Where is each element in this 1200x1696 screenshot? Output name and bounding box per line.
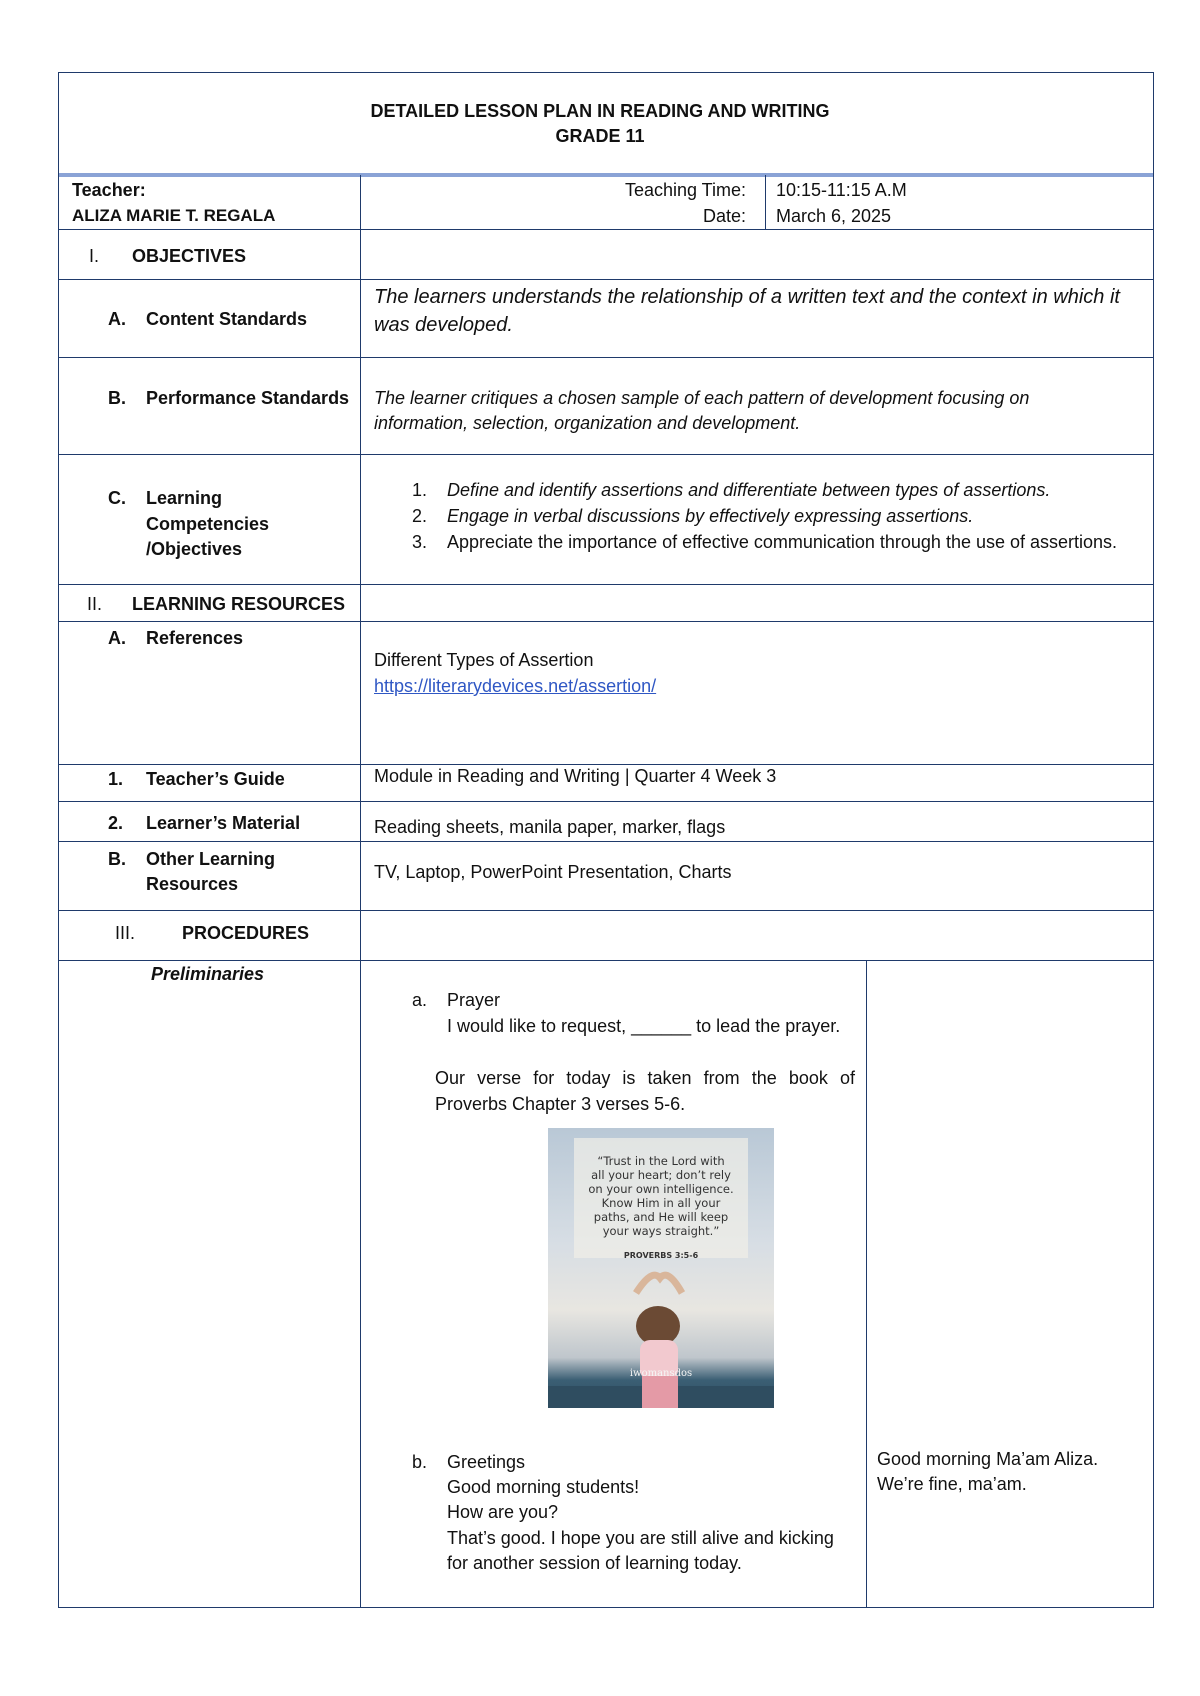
item-letter: B. — [108, 849, 126, 869]
student-response-line: Good morning Ma’am Aliza. — [877, 1449, 1099, 1469]
learners-material-value: Reading sheets, manila paper, marker, flags — [374, 817, 726, 837]
teacher-label: Teacher: — [72, 180, 146, 200]
greetings-line: for another session of learning today. — [447, 1553, 742, 1573]
image-watermark: iwomansdos — [629, 1368, 693, 1379]
procedures-heading: PROCEDURES — [182, 923, 310, 943]
row-divider — [59, 801, 1153, 802]
header-divider — [59, 173, 1153, 177]
row-divider — [59, 960, 1153, 961]
objective-number: 1. — [412, 480, 428, 500]
competencies-label-line: Competencies — [146, 514, 270, 534]
other-resources-value: TV, Laptop, PowerPoint Presentation, Charts — [374, 862, 732, 882]
step-letter: b. — [412, 1452, 428, 1472]
section-number: III. — [115, 923, 136, 943]
content-standards-label: Content Standards — [146, 309, 308, 329]
date-label: Date: — [702, 206, 746, 226]
performance-standards-label: Performance Standards — [146, 388, 350, 408]
document-title: DETAILED LESSON PLAN IN READING AND WRITING — [370, 101, 830, 121]
verse-quote-panel — [574, 1138, 748, 1258]
objective-item: Engage in verbal discussions by effectively expressing assertions. — [447, 506, 974, 526]
section-number: I. — [89, 246, 100, 266]
verse-intro-line: Proverbs Chapter 3 verses 5-6. — [435, 1094, 686, 1114]
prayer-instruction: I would like to request, ______ to lead the prayer. — [447, 1016, 841, 1036]
teachers-guide-value: Module in Reading and Writing | Quarter 4 Week 3 — [374, 766, 777, 786]
objective-number: 2. — [412, 506, 428, 526]
learners-material-label: Learner’s Material — [146, 813, 301, 833]
section-number: II. — [87, 594, 103, 614]
item-number: 1. — [108, 769, 124, 789]
step-letter: a. — [412, 990, 428, 1010]
item-letter: A. — [108, 309, 126, 329]
teachers-guide-label: Teacher’s Guide — [146, 769, 285, 789]
reference-link[interactable]: https://literarydevices.net/assertion/ — [374, 676, 657, 696]
objective-item: Appreciate the importance of effective communication through the use of assertions. — [447, 532, 1118, 552]
learning-resources-heading: LEARNING RESOURCES — [132, 594, 346, 614]
verse-image — [548, 1128, 774, 1408]
objective-item: Define and identify assertions and differentiate between types of assertions. — [447, 480, 1051, 500]
grade-level: GRADE 11 — [555, 126, 645, 146]
objectives-heading: OBJECTIVES — [132, 246, 247, 266]
row-divider — [59, 621, 1153, 622]
other-resources-label-line: Other Learning — [146, 849, 276, 869]
greetings-line: How are you? — [447, 1502, 559, 1522]
verse-quote-text: “Trust in the Lord with all your heart; don’t rely on your own intelligence. Know Him in all your paths, and He will keep your ways straight.” — [588, 1154, 734, 1238]
competencies-label-line: /Objectives — [146, 539, 243, 559]
row-divider — [59, 229, 1153, 230]
row-divider — [59, 841, 1153, 842]
performance-standards-text: The learner critiques a chosen sample of each pattern of development focusing on information, selection, organization and development. — [374, 388, 1030, 433]
column-divider — [866, 960, 867, 1607]
item-letter: A. — [108, 628, 126, 648]
reference-title: Different Types of Assertion — [374, 650, 594, 670]
verse-reference: PROVERBS 3:5-6 — [623, 1251, 699, 1260]
column-divider — [360, 175, 361, 1607]
prayer-title: Prayer — [447, 990, 501, 1010]
greetings-line: Good morning students! — [447, 1477, 640, 1497]
preliminaries-label: Preliminaries — [151, 964, 265, 984]
greetings-line: That’s good. I hope you are still alive and kicking — [447, 1528, 834, 1548]
row-divider — [59, 454, 1153, 455]
item-number: 2. — [108, 813, 124, 833]
row-divider — [59, 357, 1153, 358]
content-standards-text: The learners understands the relationship of a written text and the context in which it was developed. — [374, 286, 1120, 336]
references-label: References — [146, 628, 244, 648]
objective-number: 3. — [412, 532, 428, 552]
row-divider — [59, 910, 1153, 911]
teacher-name: ALIZA MARIE T. REGALA — [72, 206, 276, 225]
other-resources-label-line: Resources — [146, 874, 239, 894]
verse-intro-line: Our verse for today is taken from the book of — [435, 1068, 855, 1088]
row-divider — [59, 584, 1153, 585]
column-divider — [765, 175, 766, 229]
teaching-time-label: Teaching Time: — [624, 180, 746, 200]
greetings-title: Greetings — [447, 1452, 526, 1472]
item-letter: C. — [108, 488, 126, 508]
row-divider — [59, 279, 1153, 280]
student-response-line: We’re fine, ma’am. — [877, 1474, 1027, 1494]
item-letter: B. — [108, 388, 126, 408]
teaching-time-value: 10:15-11:15 A.M — [776, 180, 907, 200]
competencies-label-line: Learning — [146, 488, 223, 508]
date-value: March 6, 2025 — [776, 206, 892, 226]
